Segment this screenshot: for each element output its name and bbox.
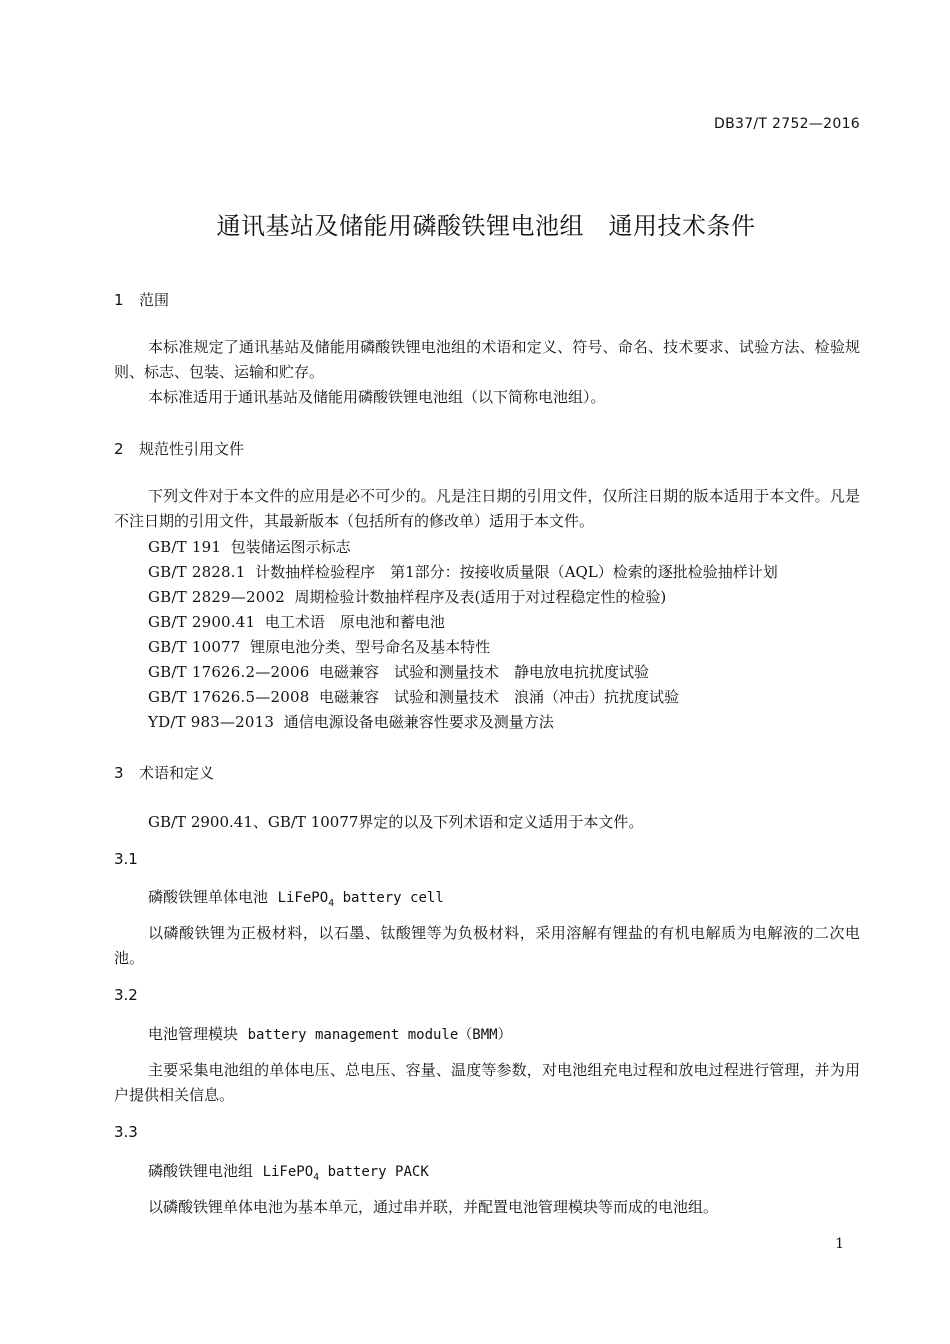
term-chinese-name: 磷酸铁锂电池组 bbox=[148, 1162, 254, 1180]
reference-title: 电磁兼容 试验和测量技术 浪涌（冲击）抗扰度试验 bbox=[318, 688, 679, 706]
reference-item bbox=[148, 711, 554, 732]
reference-title: 周期检验计数抽样程序及表(适用于对过程稳定性的检验) bbox=[294, 588, 667, 606]
section-number: 2 bbox=[114, 440, 124, 458]
scope-paragraph-2: 本标准适用于通讯基站及储能用磷酸铁锂电池组（以下简称电池组）。 bbox=[148, 388, 606, 406]
reference-code: GB/T 10077 bbox=[148, 638, 241, 656]
term-heading bbox=[148, 1160, 429, 1183]
reference-title: 电工术语 原电池和蓄电池 bbox=[264, 613, 445, 631]
term-heading bbox=[148, 1023, 512, 1044]
reference-item bbox=[148, 611, 445, 632]
term-english-name: battery management module（BMM） bbox=[247, 1027, 512, 1043]
term-number: 3.1 bbox=[114, 850, 138, 868]
reference-title: 锂原电池分类、型号命名及基本特性 bbox=[250, 638, 491, 656]
term-chinese-name: 磷酸铁锂单体电池 bbox=[148, 888, 269, 906]
section-heading-normative-references bbox=[114, 438, 244, 459]
reference-item bbox=[148, 636, 490, 657]
term-number: 3.2 bbox=[114, 986, 138, 1004]
reference-item bbox=[148, 661, 649, 682]
reference-code: GB/T 2900.41 bbox=[148, 613, 256, 631]
term-heading bbox=[148, 886, 444, 909]
section-heading-scope bbox=[114, 289, 169, 310]
section-title: 范围 bbox=[139, 291, 170, 309]
reference-title: 通信电源设备电磁兼容性要求及测量方法 bbox=[283, 713, 554, 731]
section-heading-terms-definitions bbox=[114, 762, 214, 783]
term-number: 3.3 bbox=[114, 1123, 138, 1141]
term-definition: 以磷酸铁锂单体电池为基本单元，通过串并联，并配置电池管理模块等而成的电池组。 bbox=[148, 1198, 719, 1216]
section-number: 3 bbox=[114, 764, 124, 782]
section-number: 1 bbox=[114, 291, 124, 309]
term-chinese-name: 电池管理模块 bbox=[148, 1025, 239, 1043]
reference-title: 计数抽样检验程序 第1部分：按接收质量限（AQL）检索的逐批检验抽样计划 bbox=[255, 563, 778, 581]
reference-item bbox=[148, 561, 778, 582]
reference-code: GB/T 2828.1 bbox=[148, 563, 246, 581]
page-number: 1 bbox=[835, 1236, 844, 1252]
term-definition: 以磷酸铁锂为正极材料，以石墨、钛酸锂等为负极材料，采用溶解有锂盐的有机电解质为电解液的二次电池。 bbox=[114, 924, 860, 967]
reference-code: GB/T 2829—2002 bbox=[148, 588, 285, 606]
section-title: 规范性引用文件 bbox=[139, 440, 245, 458]
reference-item bbox=[148, 536, 351, 557]
document-title: 通讯基站及储能用磷酸铁锂电池组 通用技术条件 bbox=[216, 212, 756, 240]
scope-paragraph-1: 本标准规定了通讯基站及储能用磷酸铁锂电池组的术语和定义、符号、命名、技术要求、试验方法、检验规则、标志、包装、运输和贮存。 bbox=[114, 338, 860, 381]
reference-item bbox=[148, 586, 666, 607]
term-english-name: LiFePO$_4$ battery PACK bbox=[262, 1164, 429, 1183]
reference-title: 包装储运图示标志 bbox=[230, 538, 351, 556]
reference-code: YD/T 983—2013 bbox=[148, 713, 275, 731]
section-title: 术语和定义 bbox=[139, 764, 215, 782]
reference-title: 电磁兼容 试验和测量技术 静电放电抗扰度试验 bbox=[318, 663, 649, 681]
term-definition: 主要采集电池组的单体电压、总电压、容量、温度等参数，对电池组充电过程和放电过程进行管理，并为用户提供相关信息。 bbox=[114, 1061, 860, 1104]
reference-code: GB/T 17626.2—2006 bbox=[148, 663, 310, 681]
document-code: DB37/T 2752—2016 bbox=[714, 116, 860, 132]
terms-intro-line: GB/T 2900.41、GB/T 10077界定的以及下列术语和定义适用于本文件。 bbox=[148, 813, 644, 831]
reference-code: GB/T 191 bbox=[148, 538, 222, 556]
reference-code: GB/T 17626.5—2008 bbox=[148, 688, 310, 706]
term-english-name: LiFePO$_4$ battery cell bbox=[277, 890, 444, 909]
references-intro-paragraph: 下列文件对于本文件的应用是必不可少的。凡是注日期的引用文件，仅所注日期的版本适用于本文件。凡是不注日期的引用文件，其最新版本（包括所有的修改单）适用于本文件。 bbox=[114, 487, 860, 530]
reference-item bbox=[148, 686, 679, 707]
